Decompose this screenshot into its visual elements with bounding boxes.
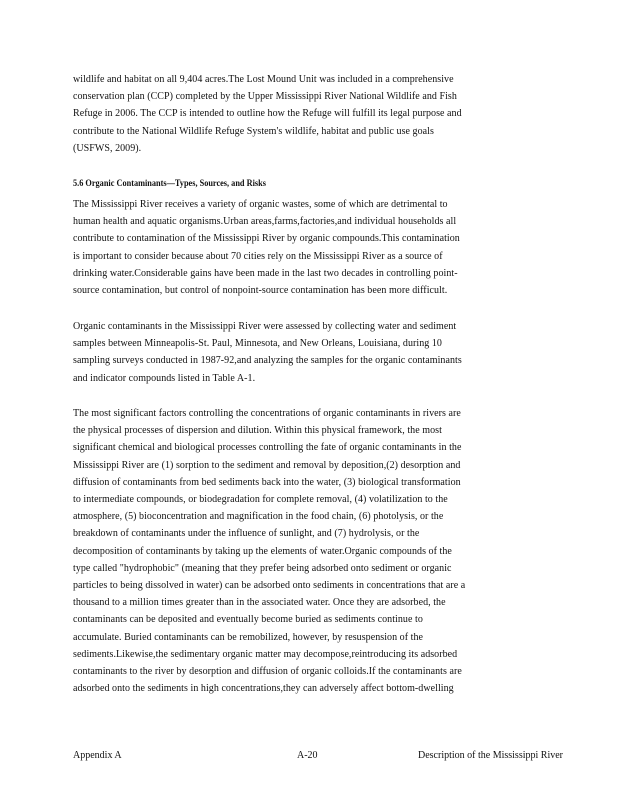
text-line: Mississippi River are (1) sorption to the sediment and removal by deposition,(2) desorption and (73, 459, 461, 471)
paragraph-section-1 (73, 196, 541, 299)
text-line: contaminants to the river by desorption and diffusion of organic colloids.If the contaminants are (73, 666, 462, 678)
text-line: to intermediate compounds, or biodegradation for complete removal, (4) volatilization to the (73, 494, 448, 506)
text-line: accumulate. Buried contaminants can be remobilized, however, by resuspension of the (73, 631, 424, 643)
text-line: The most significant factors controlling the concentrations of organic contaminants in rivers are (73, 408, 461, 419)
text-line: adsorbed onto the sediments in high concentrations,they can adversely affect bottom-dwelling (73, 683, 454, 695)
paragraph-section-3 (73, 405, 541, 697)
text-line: decomposition of contaminants by taking up the elements of water.Organic compounds of the (73, 545, 452, 557)
paragraph-intro (73, 71, 541, 157)
paragraph-section-2 (73, 318, 541, 387)
text-line: type called "hydrophobic" (meaning that they prefer being adsorbed onto sediment or organic (73, 562, 452, 574)
text-line: conservation plan (CCP) completed by the Upper Mississippi River National Wildlife and Fish (73, 91, 457, 103)
footer-appendix-label: Appendix A (73, 750, 122, 761)
text-line: sampling surveys conducted in 1987-92,and analyzing the samples for the organic contaminants (73, 355, 462, 367)
text-line: contribute to contamination of the Mississippi River by organic compounds.This contamination (73, 233, 460, 245)
text-line: and indicator compounds listed in Table A-1. (73, 372, 256, 384)
footer-page-number: A-20 (297, 750, 318, 761)
text-line: Refuge in 2006. The CCP is intended to outline how the Refuge will fulfill its legal purpose and (73, 108, 462, 120)
text-line: breakdown of contaminants under the influence of sunlight, and (7) hydrolysis, or the (73, 528, 420, 540)
text-line: atmosphere, (5) bioconcentration and magnification in the food chain, (6) photolysis, or the (73, 511, 444, 523)
text-line: particles to being dissolved in water) can be adsorbed onto sediments in concentrations that are a (73, 580, 466, 592)
text-line: contaminants can be deposited and eventually become buried as sediments continue to (73, 614, 423, 626)
text-line: contribute to the National Wildlife Refuge System's wildlife, habitat and public use goals (73, 125, 434, 137)
text-line: diffusion of contaminants from bed sediments back into the water, (3) biological transformation (73, 476, 461, 488)
text-line: is important to consider because about 70 cities rely on the Mississippi River as a source of (73, 250, 443, 262)
text-line: Organic contaminants in the Mississippi River were assessed by collecting water and sediment (73, 321, 457, 332)
text-line: the physical processes of dispersion and dilution. Within this physical framework, the most (73, 425, 442, 437)
text-line: significant chemical and biological processes controlling the fate of organic contaminants in the (73, 442, 462, 454)
text-line: human health and aquatic organisms.Urban areas,farms,factories,and individual households all (73, 216, 457, 228)
text-line: sediments.Likewise,the sedimentary organic matter may decompose,reintroducing its adsorbed (73, 648, 458, 660)
text-line: wildlife and habitat on all 9,404 acres.The Lost Mound Unit was included in a comprehensive (73, 74, 454, 85)
text-line: The Mississippi River receives a variety of organic wastes, some of which are detrimental to (73, 199, 448, 210)
text-line: source contamination, but control of nonpoint-source contamination has been more difficult. (73, 285, 448, 297)
text-line: samples between Minneapolis-St. Paul, Minnesota, and New Orleans, Louisiana, during 10 (73, 338, 442, 350)
text-line: thousand to a million times greater than in the associated water. Once they are adsorbed, the (73, 597, 446, 609)
text-line: (USFWS, 2009). (73, 142, 142, 154)
footer-section-title: Description of the Mississippi River (418, 750, 563, 761)
section-heading: 5.6 Organic Contaminants—Types, Sources, and Risks (73, 178, 266, 188)
text-line: drinking water.Considerable gains have been made in the last two decades in controlling point- (73, 267, 458, 279)
